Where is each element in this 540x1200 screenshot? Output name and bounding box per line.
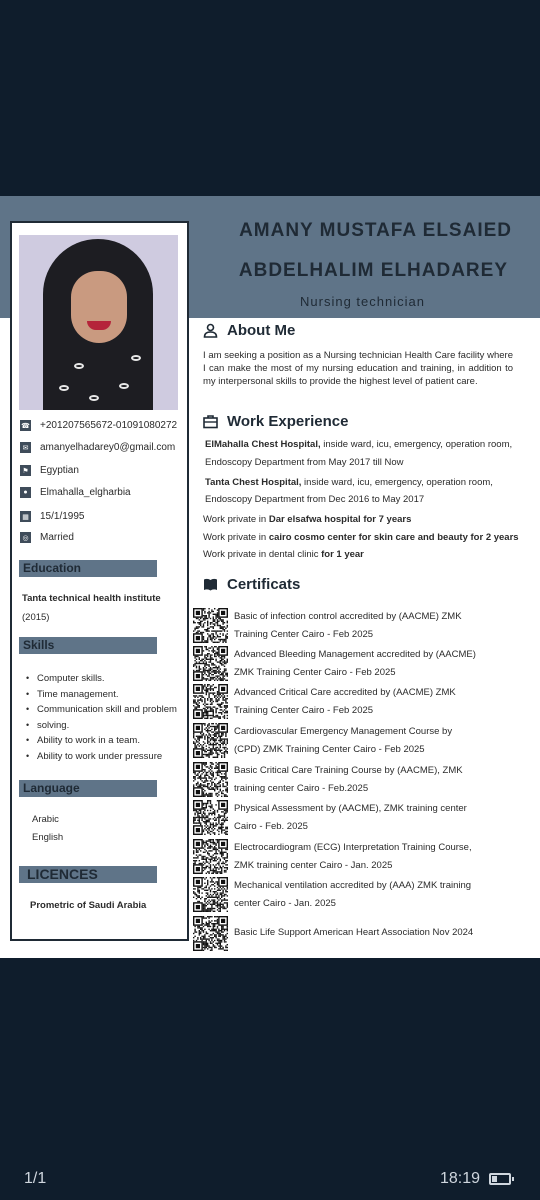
person-icon (203, 323, 218, 338)
phone-text: +201207565672-01091080272 (40, 420, 178, 431)
job2-rest: inside ward, icu, emergency, operation room, (301, 477, 493, 488)
resume-page (0, 196, 540, 958)
certificate-text (234, 646, 529, 682)
job5-prefix: Work private in dental clinic (203, 549, 322, 560)
skill-item-continued: • solving. (26, 718, 188, 734)
certificate-line-2: training center Cairo - Feb.2025 (234, 783, 369, 794)
certificate-line-1: Basic Life Support American Heart Association Nov 2024 (234, 927, 474, 938)
qr-code-icon (193, 762, 228, 797)
job3-prefix: Work private in (203, 514, 269, 525)
certificate-line-2: (CPD) ZMK Training Center Cairo - Feb 2025 (234, 744, 425, 755)
ring-icon: ◎ (20, 532, 31, 543)
battery-icon (489, 1173, 511, 1185)
certificate-text (234, 684, 529, 720)
qr-code-icon (193, 723, 228, 758)
skill-item: • Ability to work under pressure (26, 749, 188, 765)
language-heading: Language (19, 780, 157, 797)
contact-birthdate (20, 511, 85, 522)
language-item: Arabic (32, 814, 59, 825)
name-line-1: AMANY MUSTAFA ELSAIED (239, 220, 512, 241)
work-item-1 (205, 439, 512, 450)
certificate-line-2: Training Center Cairo - Feb 2025 (234, 705, 374, 716)
email-text: amanyelhadarey0@gmail.com (40, 442, 176, 453)
certificate-item (193, 877, 533, 913)
contact-nationality (20, 465, 79, 476)
qr-code-icon (193, 684, 228, 719)
mail-icon: ✉ (20, 442, 31, 453)
qr-code-icon (193, 608, 228, 643)
certificate-text (234, 608, 529, 644)
education-year: (2015) (22, 612, 50, 623)
work-item-2 (205, 477, 493, 488)
job1-place: ElMahalla Chest Hospital, (205, 439, 321, 450)
name-line-2: ABDELHALIM ELHADAREY (238, 260, 508, 281)
skills-list (26, 671, 188, 764)
contact-phone (20, 420, 177, 431)
skill-item: • Communication skill and problem (26, 702, 188, 718)
job2-place: Tanta Chest Hospital, (205, 477, 302, 488)
skills-heading: Skills (19, 637, 157, 654)
certificate-item (193, 800, 533, 836)
page-indicator: 1/1 (24, 1170, 47, 1187)
certificate-text (234, 877, 529, 913)
certificate-line-1: Mechanical ventilation accredited by (AAA) ZMK training (234, 880, 472, 891)
birthdate-text: 15/1/1995 (40, 511, 85, 522)
certificate-item (193, 723, 533, 759)
certificate-item (193, 646, 533, 682)
qr-code-icon (193, 646, 228, 681)
work-item-5 (203, 549, 364, 560)
flag-icon: ⚑ (20, 465, 31, 476)
certificates-heading (203, 576, 300, 593)
certificate-line-2: ZMK Training Center Cairo - Feb 2025 (234, 667, 396, 678)
work-item-4 (203, 532, 519, 543)
work-item-3 (203, 514, 411, 525)
job4-bold: cairo cosmo center for skin care and beauty for 2 years (268, 532, 519, 543)
certificate-line-2: Cairo - Feb. 2025 (234, 821, 308, 832)
certificate-line-1: Basic Critical Care Training Course by (AACME), ZMK (234, 765, 463, 776)
certificate-line-1: Basic of infection control accredited by (AACME) ZMK (234, 611, 462, 622)
certificate-text (234, 762, 529, 798)
phone-icon: ☎ (20, 420, 31, 431)
certificate-line-2: center Cairo - Jan. 2025 (234, 898, 336, 909)
qr-code-icon (193, 916, 228, 951)
marital-text: Married (40, 532, 74, 543)
licence-item: Prometric of Saudi Arabia (30, 900, 147, 911)
skill-item: • Computer skills. (26, 671, 188, 687)
qr-code-icon (193, 839, 228, 874)
certificate-text (234, 800, 529, 836)
job3-bold: Dar elsafwa hospital for 7 years (268, 514, 412, 525)
profile-photo (19, 235, 178, 410)
certificate-item (193, 684, 533, 720)
certificate-item (193, 762, 533, 798)
about-text: I am seeking a position as a Nursing technician Health Care facility where I can make the most of my nursing education and training, in addition to my interpersonal skills to provide the highest level of patient care. (203, 350, 513, 388)
location-text: Elmahalla_elgharbia (40, 487, 131, 498)
licences-heading: LICENCES (19, 866, 157, 883)
contact-location (20, 487, 131, 498)
work-heading-text: Work Experience (227, 413, 349, 430)
certificate-text (234, 839, 529, 875)
certificate-line-1: Physical Assessment by (AACME), ZMK training center (234, 803, 467, 814)
certificate-text (234, 924, 529, 942)
book-icon (203, 577, 218, 592)
contact-marital (20, 532, 74, 543)
certificate-item (193, 916, 533, 952)
work-heading (203, 413, 348, 430)
briefcase-icon (203, 414, 218, 429)
certificate-item (193, 839, 533, 875)
work-item-1-line2: Endoscopy Department from May 2017 till Now (205, 457, 404, 468)
clock: 18:19 (440, 1170, 481, 1187)
calendar-icon: ▦ (20, 511, 31, 522)
work-item-2-line2: Endoscopy Department from Dec 2016 to May 2017 (205, 494, 425, 505)
sidebar (10, 221, 189, 941)
certificate-line-2: Training Center Cairo - Feb 2025 (234, 629, 374, 640)
qr-code-icon (193, 800, 228, 835)
education-institute: Tanta technical health institute (22, 593, 161, 604)
location-icon: ● (20, 487, 31, 498)
certificate-line-1: Cardiovascular Emergency Management Course by (234, 726, 453, 737)
certificate-line-2: ZMK training center Cairo - Jan. 2025 (234, 860, 393, 871)
certificate-text (234, 723, 529, 759)
contact-email (20, 442, 175, 453)
skill-item: • Ability to work in a team. (26, 733, 188, 749)
certificates-heading-text: Certificats (227, 576, 301, 593)
nationality-text: Egyptian (40, 465, 79, 476)
qr-code-icon (193, 877, 228, 912)
job4-prefix: Work private in (203, 532, 269, 543)
job1-rest: inside ward, icu, emergency, operation room, (320, 439, 513, 450)
job5-bold: for 1 year (321, 549, 364, 560)
certificate-line-1: Electrocardiogram (ECG) Interpretation Training Course, (234, 842, 472, 853)
job-title: Nursing technician (300, 294, 425, 309)
certificate-line-1: Advanced Bleeding Management accredited by (AACME) (234, 649, 476, 660)
certificate-line-1: Advanced Critical Care accredited by (AACME) ZMK (234, 687, 456, 698)
language-item: English (32, 832, 64, 843)
about-heading-text: About Me (227, 322, 296, 339)
education-heading: Education (19, 560, 157, 577)
about-heading (203, 322, 295, 339)
skill-item: • Time management. (26, 687, 188, 703)
certificate-item (193, 608, 533, 644)
